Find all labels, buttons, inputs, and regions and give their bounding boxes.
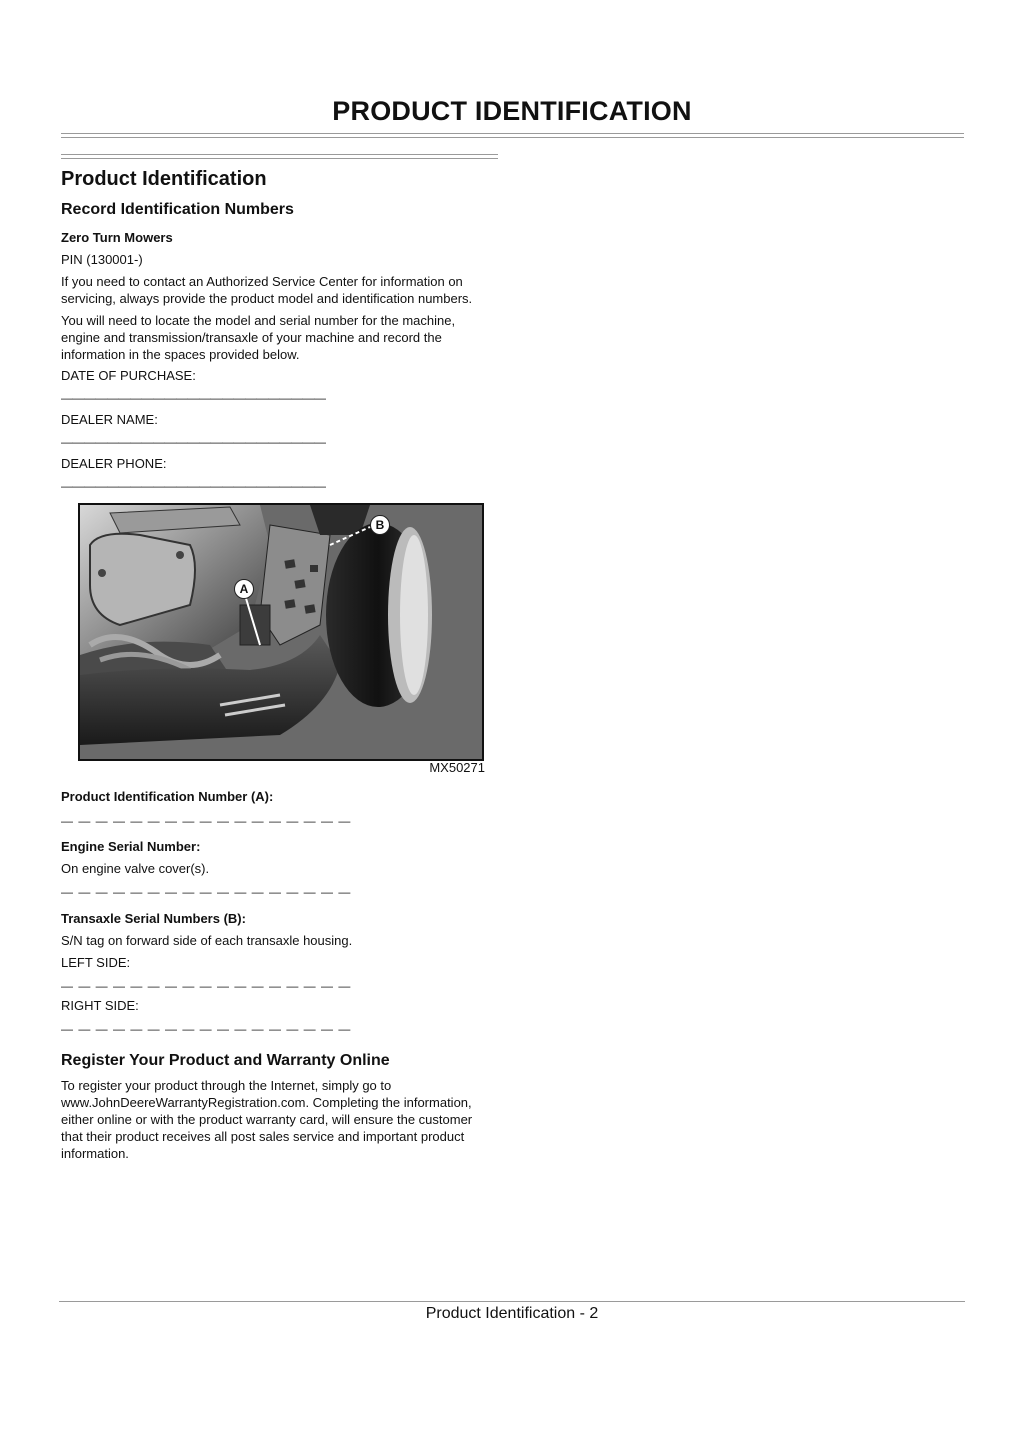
transaxle-field-note: S/N tag on forward side of each transaxle housing. bbox=[61, 933, 353, 948]
page-footer: Product Identification - 2 bbox=[425, 1305, 599, 1322]
section-rule-bottom bbox=[61, 158, 498, 159]
mower-illustration bbox=[80, 505, 482, 759]
date-of-purchase-label: DATE OF PURCHASE: bbox=[61, 368, 196, 383]
left-side-blank: — — — — — — — — — — — — — — — — — bbox=[61, 979, 352, 993]
section-title: Product Identification bbox=[61, 168, 267, 190]
page-title: PRODUCT IDENTIFICATION bbox=[332, 96, 692, 126]
mower-identification-figure bbox=[78, 503, 484, 761]
subsection-title: Record Identification Numbers bbox=[61, 201, 294, 218]
engine-field-blank: — — — — — — — — — — — — — — — — — bbox=[61, 885, 352, 899]
dealer-phone-label: DEALER PHONE: bbox=[61, 456, 167, 471]
intro-paragraph-2: You will need to locate the model and serial number for the machine, engine and transmission/transaxle of your machine and record the information in the spaces provided below. bbox=[61, 313, 456, 362]
section-rule-top bbox=[61, 154, 498, 155]
intro-paragraph-1: If you need to contact an Authorized Service Center for information on servicing, always provide the product model and identification numbers. bbox=[61, 274, 473, 306]
pin-range: PIN (130001-) bbox=[61, 252, 143, 267]
date-of-purchase-blank: ——————————————————————— bbox=[61, 391, 326, 405]
register-paragraph: To register your product through the Internet, simply go to www.JohnDeereWarrantyRegistration.com. Completing the information, either online or with the product warranty card, will ensure the customer that their product receives all post sales service and important product information. bbox=[61, 1078, 473, 1161]
dealer-name-label: DEALER NAME: bbox=[61, 412, 158, 427]
dealer-phone-blank: ——————————————————————— bbox=[61, 479, 326, 493]
engine-field-label: Engine Serial Number: bbox=[61, 839, 201, 854]
register-title: Register Your Product and Warranty Online bbox=[61, 1052, 390, 1069]
title-rule-bottom bbox=[61, 137, 964, 138]
transaxle-field-label: Transaxle Serial Numbers (B): bbox=[61, 911, 246, 926]
pin-field-label: Product Identification Number (A): bbox=[61, 789, 274, 804]
right-side-label: RIGHT SIDE: bbox=[61, 998, 139, 1013]
left-side-label: LEFT SIDE: bbox=[61, 955, 131, 970]
model-heading: Zero Turn Mowers bbox=[61, 230, 173, 245]
title-rule-top bbox=[61, 133, 964, 134]
pin-field-blank: — — — — — — — — — — — — — — — — — bbox=[61, 814, 352, 828]
callout-a: A bbox=[234, 579, 254, 599]
callout-b: B bbox=[370, 515, 390, 535]
dealer-name-blank: ——————————————————————— bbox=[61, 435, 326, 449]
footer-rule bbox=[59, 1301, 965, 1302]
right-side-blank: — — — — — — — — — — — — — — — — — bbox=[61, 1022, 352, 1036]
engine-field-note: On engine valve cover(s). bbox=[61, 861, 210, 876]
figure-caption: MX50271 bbox=[429, 760, 485, 775]
